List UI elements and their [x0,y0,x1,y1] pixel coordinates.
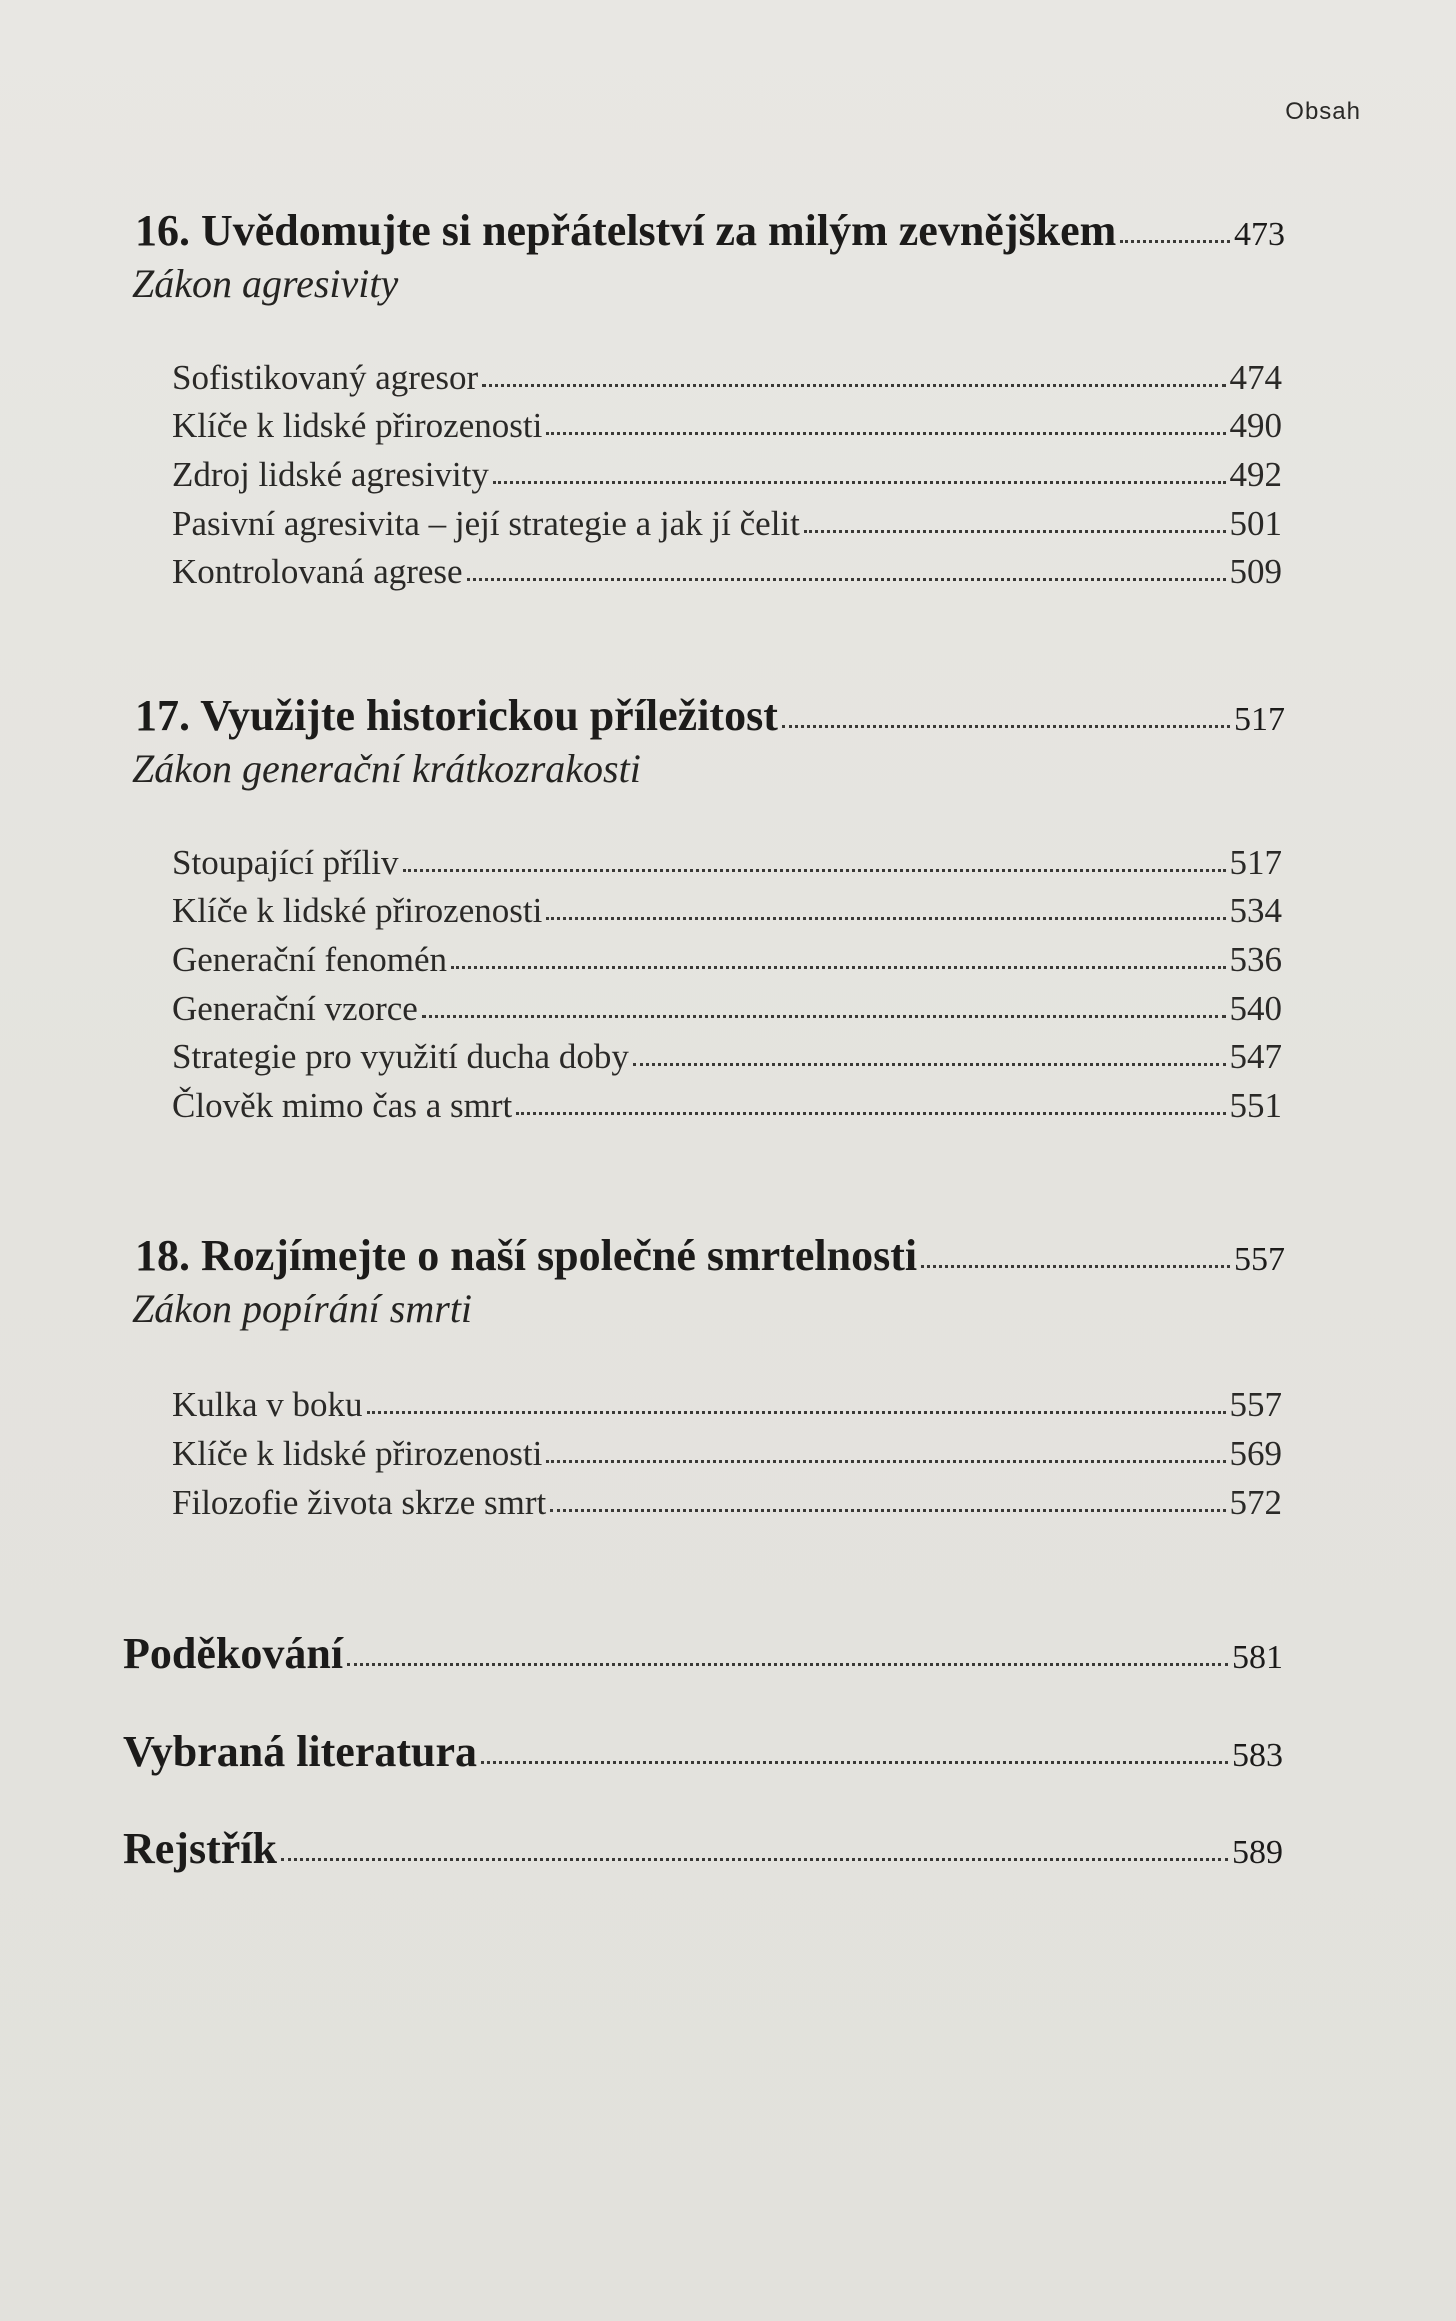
dot-leader [403,869,1226,872]
dot-leader [422,1015,1226,1018]
toc-section[interactable] [172,1434,1282,1474]
dot-leader [482,384,1225,387]
toc-section[interactable] [172,1483,1282,1523]
toc-section[interactable] [172,940,1282,980]
toc-chapter-16[interactable] [135,205,1285,256]
dot-leader [467,578,1226,581]
toc-section[interactable] [172,1385,1282,1425]
page-number: 501 [1229,504,1282,543]
chapter-title: 18. Rozjímejte o naší společné smrtelnosti [135,1231,918,1280]
toc-section[interactable] [172,1086,1282,1126]
page-number: 492 [1229,455,1282,494]
page-number: 474 [1229,358,1282,397]
dot-leader [1120,240,1230,243]
page-number: 581 [1232,1639,1283,1676]
toc-chapter-18[interactable] [135,1230,1285,1281]
backmatter-title: Poděkování [123,1629,344,1678]
section-title: Pasivní agresivita – její strategie a jak jí čelit [172,504,800,543]
section-title: Stoupající příliv [172,843,399,882]
backmatter-title: Rejstřík [123,1824,277,1873]
page-number: 517 [1234,701,1285,738]
page-number: 490 [1229,406,1282,445]
page-number: 557 [1234,1241,1285,1278]
section-title: Klíče k lidské přirozenosti [172,1434,543,1473]
toc-section[interactable] [172,455,1282,495]
page-number: 536 [1229,940,1282,979]
section-title: Generační vzorce [172,989,418,1028]
page-number: 534 [1229,891,1282,930]
toc-section[interactable] [172,504,1282,544]
dot-leader [782,725,1230,728]
page-number: 547 [1229,1037,1282,1076]
dot-leader [550,1509,1225,1512]
page-number: 557 [1229,1385,1282,1424]
page-number: 569 [1229,1434,1282,1473]
chapter-law: Zákon popírání smrti [132,1286,473,1331]
dot-leader [546,917,1225,920]
page-number: 589 [1232,1834,1283,1871]
dot-leader [804,530,1226,533]
toc-section[interactable] [172,891,1282,931]
section-title: Klíče k lidské přirozenosti [172,891,543,930]
section-title: Sofistikovaný agresor [172,358,479,397]
page-number: 583 [1232,1737,1283,1774]
running-head: Obsah [1285,98,1361,125]
dot-leader [451,966,1226,969]
dot-leader [347,1663,1228,1666]
chapter-title: 16. Uvědomujte si nepřátelství za milým zevnějškem [135,206,1117,255]
toc-section[interactable] [172,358,1282,398]
section-title: Generační fenomén [172,940,447,979]
page-number: 473 [1234,216,1285,253]
toc-section[interactable] [172,406,1282,446]
chapter-title: 17. Využijte historickou příležitost [135,691,778,740]
section-title: Člověk mimo čas a smrt [172,1086,513,1125]
page-number: 540 [1229,989,1282,1028]
dot-leader [281,1858,1228,1861]
chapter-law: Zákon generační krátkozrakosti [132,746,641,791]
dot-leader [546,1460,1225,1463]
toc-index[interactable] [123,1823,1283,1874]
toc-section[interactable] [172,989,1282,1029]
chapter-law: Zákon agresivity [132,261,399,306]
section-title: Klíče k lidské přirozenosti [172,406,543,445]
section-title: Zdroj lidské agresivity [172,455,489,494]
page-number: 551 [1229,1086,1282,1125]
toc-chapter-17[interactable] [135,690,1285,741]
section-title: Filozofie života skrze smrt [172,1483,547,1522]
page-number: 517 [1229,843,1282,882]
toc-bibliography[interactable] [123,1726,1283,1777]
backmatter-title: Vybraná literatura [123,1727,478,1776]
page-number: 572 [1229,1483,1282,1522]
toc-section[interactable] [172,843,1282,883]
dot-leader [493,481,1226,484]
section-title: Strategie pro využití ducha doby [172,1037,629,1076]
dot-leader [367,1411,1226,1414]
toc-section[interactable] [172,552,1282,592]
dot-leader [481,1761,1228,1764]
section-title: Kontrolovaná agrese [172,552,463,591]
dot-leader [516,1112,1225,1115]
toc-section[interactable] [172,1037,1282,1077]
section-title: Kulka v boku [172,1385,363,1424]
dot-leader [633,1063,1226,1066]
dot-leader [546,432,1225,435]
page-number: 509 [1229,552,1282,591]
toc-acknowledgements[interactable] [123,1628,1283,1679]
dot-leader [921,1265,1230,1268]
